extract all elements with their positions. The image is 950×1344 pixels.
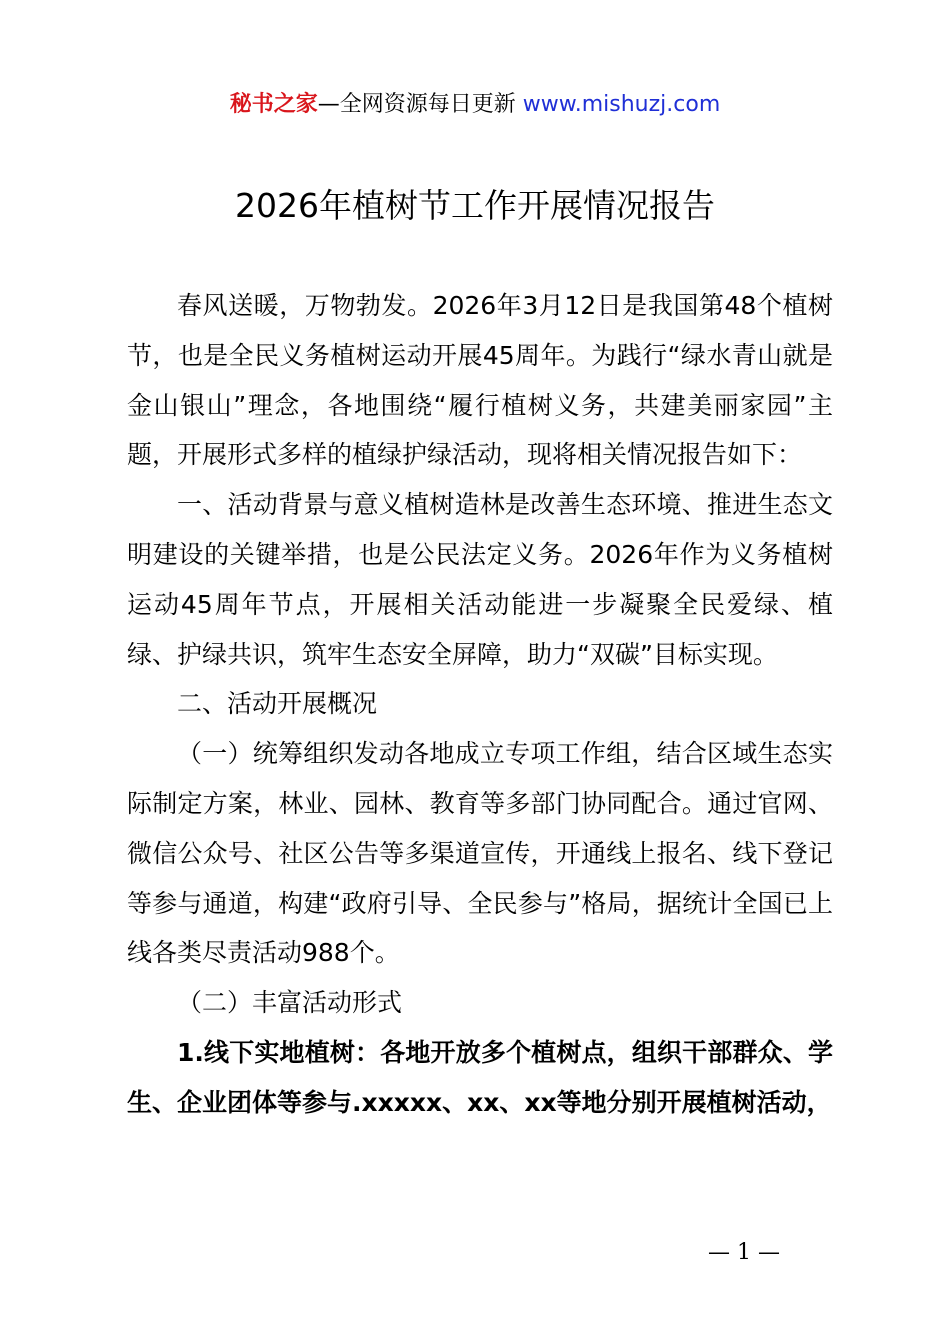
paragraph-intro: 春风送暖，万物勃发。2026年3月12日是我国第48个植树节，也是全民义务植树运动开展45周年。为践行“绿水青山就是金山银山”理念，各地围绕“履行植树义务，共建美丽家园”主题，开展形式多样的植绿护绿活动，现将相关情况报告如下：	[127, 291, 833, 470]
site-header	[0, 88, 950, 122]
site-brand: 秘书之家	[229, 92, 318, 117]
paragraph-organization: （一）统筹组织发动各地成立专项工作组，结合区域生态实际制定方案，林业、园林、教育等多部门协同配合。通过官网、微信公众号、社区公告等多渠道宣传，开通线上报名、线下登记等参与通道，构建“政府引导、全民参与”格局，据统计全国已上线各类尽责活动988个。	[127, 739, 833, 968]
site-url-link[interactable]: www.mishuzj.com	[522, 92, 721, 117]
paragraph-offline-planting: 1.线下实地植树：各地开放多个植树点，组织干部群众、学生、企业团体等参与.xxxxx、xx、xx等地分别开展植树活动，	[127, 1037, 833, 1117]
page-number: — 1 —	[708, 1240, 780, 1265]
site-tagline: —全网资源每日更新	[317, 92, 523, 117]
heading-overview: 二、活动开展概况	[177, 689, 378, 719]
paragraph-background: 一、活动背景与意义植树造林是改善生态环境、推进生态文明建设的关键举措，也是公民法定义务。2026年作为义务植树运动45周年节点，开展相关活动能进一步凝聚全民爱绿、植绿、护绿共识，筑牢生态安全屏障，助力“双碳”目标实现。	[127, 490, 833, 669]
document-body	[127, 281, 833, 1128]
document-title: 2026年植树节工作开展情况报告	[235, 186, 715, 225]
heading-activity-forms: （二）丰富活动形式	[177, 988, 403, 1018]
